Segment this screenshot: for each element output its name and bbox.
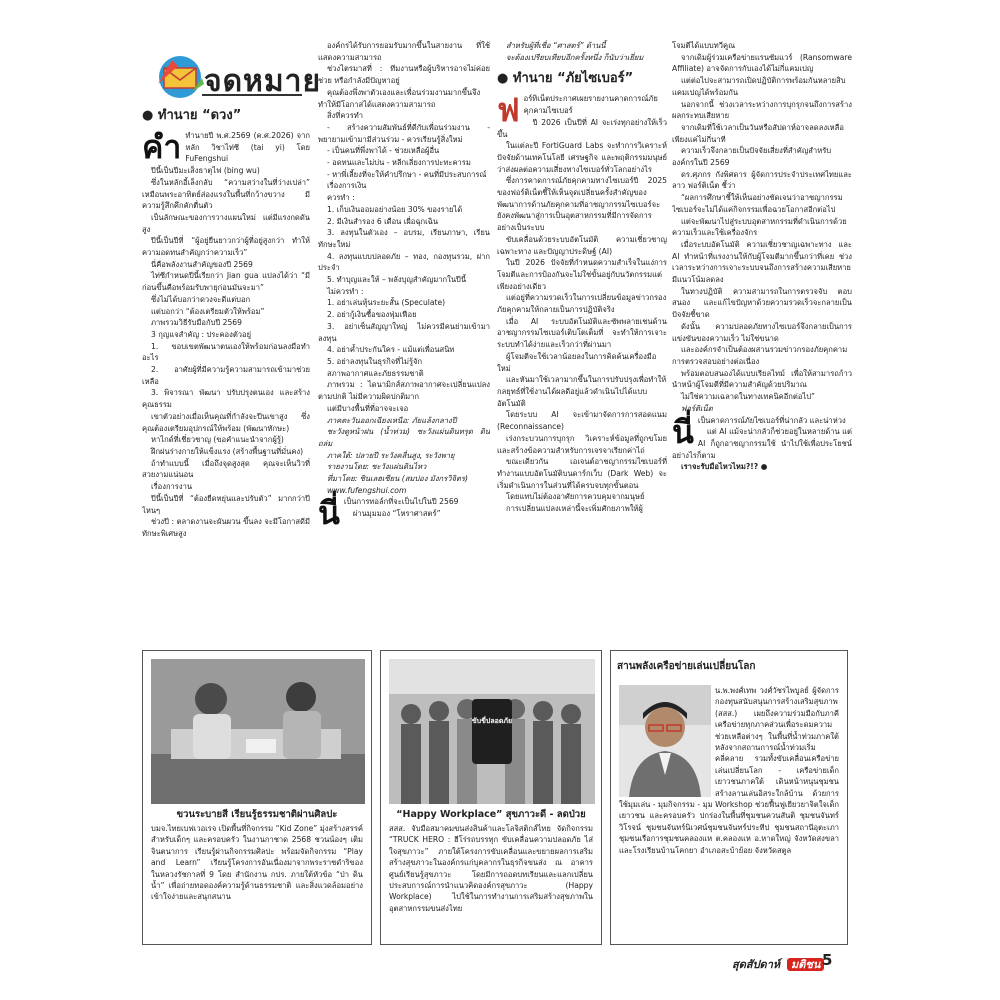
paragraph: ไม่ควรทำ : xyxy=(327,286,364,296)
paragraph: ปีนี้เป็นปีที่ “ผู้อยู่ยืนยาวกว่าผู้ที่อยู่สูงกว่า ทำให้ความอดทนสำคัญกว่าความเร็ว” xyxy=(142,236,310,258)
paragraph: - สร้างความสัมพันธ์ที่ดีกับเพื่อนร่วมงาน - พยายามเข้ามามีส่วนร่วม - ควรเรียนรู้สิ่งใหม่ xyxy=(318,122,490,144)
paragraph: 3. ลงทุนในตัวเอง – อบรม, เรียนภาษา, เรียนทักษะใหม่ xyxy=(318,228,490,249)
page-number: 5 xyxy=(822,951,833,969)
paragraph: สภาพอากาศและภัยธรรมชาติ xyxy=(327,368,424,378)
paragraph: ภาพรวมวิธีรับมือกับปี 2569 xyxy=(151,318,242,328)
portrait-photo xyxy=(619,685,711,797)
paragraph: แต่อยู่ที่ความรวดเร็วในการเปลี่ยนข้อมูลข่าวกรองภัยคุกคามให้กลายเป็นการปฏิบัติจริง xyxy=(497,293,667,315)
group-photo xyxy=(389,659,595,804)
paragraph: - อดทนและไม่บ่น - หลีกเลี่ยงการปะทะคารม xyxy=(327,158,471,168)
paragraph: จะต้องเปรียบเทียบอีกครั้งหนึ่ง ก็นับว่าเยี่ยม xyxy=(506,52,644,62)
paragraph: - หาพี่เลี้ยงที่จะให้คำปรึกษา - คนที่มีประสบการณ์ xyxy=(327,169,487,179)
paragraph: นี่เป็นการทอล์กที่จะเป็นไปในปี 2569 xyxy=(318,494,459,533)
paragraph: ดังนั้น ความปลอดภัยทางไซเบอร์จึงกลายเป็นการแข่งขันของความเร็ว ไม่ใช่ขนาด xyxy=(672,321,852,343)
paragraph: ในแต่ละปี FortiGuard Labs จะทำการวิเคราะห์ปัจจัยด้านเทคโนโลยี เศรษฐกิจ และพฤติกรรมมนุษย์ว่าส่งผลต่อความเสี่ยงทางไซเบอร์ทั่วโลกอย่างไร xyxy=(497,141,667,174)
column-4 xyxy=(672,40,852,640)
cyber-heading: ● ทำนาย “ภัยไซเบอร์” xyxy=(497,71,634,87)
paragraph: สิ่งที่ควรทำ xyxy=(327,111,364,121)
paragraph: เมื่อ AI ระบบอัตโนมัติและซัพพลายเชนด้านอาชญากรรมไซเบอร์เติบโตเต็มที่ จะทำให้การเจาะระบบทำได้ง่ายและเร็วกว่าที่ผ่านมา xyxy=(497,316,667,350)
section-title: จดหมาย xyxy=(204,64,322,99)
paragraph: 4. อย่าค้ำประกันใคร - แม้แต่เพื่อนสนิท xyxy=(327,345,455,355)
paragraph: ภาคตะวันออกเฉียงเหนือ: ภัยแล้งกลางปี xyxy=(327,415,457,425)
paragraph: ผ่านมุมมอง “โหราศาสตร์” xyxy=(352,509,441,519)
dropcap: ฟ xyxy=(497,91,520,130)
paragraph: ขณะเดียวกัน เอเจนต์อาชญากรรมไซเบอร์ที่ทำงานแบบอัตโนมัติบนดาร์กเว็บ (Dark Web) จะเริ่มดำเนินการในส่วนที่ได้ครบจบทุกขั้นตอน xyxy=(497,457,667,490)
safety-sign-text: ขับขี่ปลอดภัย xyxy=(471,717,513,725)
footer-logo: มติชน xyxy=(787,958,824,971)
paragraph: และหันมาใช้เวลามากขึ้นในการปรับปรุงเพื่อทำให้กลยุทธ์ที่ใช้งานได้ผลดีอยู่แล้วดำเนินไปได้แบบอัตโนมัติ xyxy=(497,375,667,408)
paragraph: คำ ทำนายปี พ.ศ.2569 (ค.ศ.2026) จากหลัก วิชาไท่ซี (tai yi) โดย FuFengshui xyxy=(142,128,310,166)
footer-brand-text: สุดสัปดาห์ xyxy=(732,958,781,971)
paragraph: แต่จะพัฒนาไปสู่ระบบอุตสาหกรรมที่ดำเนินการด้วยความเร็วและใช้เครื่องจักร xyxy=(672,216,847,238)
paragraph: และองค์กรจำเป็นต้องผสานรวมข่าวกรองภัยคุกคาม การตรวจสอบอย่างต่อเนื่อง xyxy=(672,345,848,366)
box-title: สานพลังเครือข่ายเล่นเปลี่ยนโลก xyxy=(617,661,756,672)
paragraph: เขาตัวอย่างเมื่อเห็นคุณที่กำลังจะปีนเขาสูง ซึ่งคุณต้องเตรียมอุปกรณ์ให้พร้อม (พัฒนาทักษะ) xyxy=(142,411,310,433)
paragraph: - เป็นคนที่พึ่งพาได้ - ช่วยเหลือผู้อื่น xyxy=(327,146,440,156)
paragraph: เป็นลักษณะของการวางแผนใหม่ แต่มีแรงกดดันสูง xyxy=(142,212,310,234)
paragraph: ช่วงไตรมาสที่ : ทีมงานหรือผู้บริหารอาจไม่ค่อยช่วย หรือกำลังมีปัญหาอยู่ xyxy=(318,64,490,86)
paragraph: ช่วงปี : ตลาดงานจะผันผวน ขึ้นลง จะมีโอกาสดีมีทักษะพิเศษสูง xyxy=(142,517,310,538)
kids-painting-photo xyxy=(151,659,365,804)
box-body: บมจ.ไทยเบฟเวอเรจ เปิดพื้นที่กิจกรรม “Kid Zone” มุ่งสร้างสรรค์สำหรับเด็กๆ และครอบครัว ในงานกาชาด 2568 ชวนน้องๆ เติมจินตนาการ เรียนรู้ผ่านกิจกรรมศิลปะ พร้อมจัดกิจกรรม “Play and Learn” เรียนรู้โครงการอันเนื่องมาจากพระราชดำริของในหลวงรัชกาลที่ 9 โดย สำนักงาน กปร. ภายใต้หัวข้อ “ป่า ดิน น้ำ” เพื่อถ่ายทอดองค์ความรู้ด้านธรรมชาติ และสิ่งแวดล้อมอย่างเข้าใจง่ายและสนุกสนาน xyxy=(151,824,363,902)
paragraph: สำหรับผู้ที่เชื่อ “ศาสตร์” ด้านนี้ xyxy=(506,41,606,50)
paragraph: ซึ่งในหลักอี้เล็งกลับ “ความสว่างในที่ว่างเปล่า” เหมือนพระอาทิตย์ส่องแรงในพื้นที่กว้างขวาง มีความรู้สึกคึกคักตื่นตัว xyxy=(142,177,310,211)
news-box-happy-workplace xyxy=(380,650,602,945)
box-body: สสส. จับมือสมาคมขนส่งสินค้าและโลจิสติกส์ไทย จัดกิจกรรม “TRUCK HERO : ฮีโร่รถบรรทุก ขับเคลื่อนความปลอดภัย ไส่ใจสุขภาวะ” ภายใต้โครงการขับเคลื่อนและขยายผลการเสริมสร้างสุขภาวะในองค์กรแก่บุคลากรในธุรกิจขนส่ง ณ อาคารศูนย์เรียนรู้สุขภาวะ โดยมีการถอดบทเรียนและแลกเปลี่ยนประสบการณ์การนำแนวคิดองค์กรสุขภาวะ (Happy Workplace) ไปใช้ในการทำงานการเสริมสร้างสุขภาพในอุตสาหกรรมขนส่งไทย xyxy=(389,824,593,913)
paragraph: ถ้าทำแบบนี้ เมื่อถึงจุดสูงสุด คุณจะเห็นวิวที่สวยงามแน่นอน xyxy=(142,458,310,480)
paragraph: ไม่ใช่ความเฉลาดในทางเทคนิคอีกต่อไป” xyxy=(681,392,815,402)
column-2 xyxy=(318,40,490,640)
paragraph: “ผลการศึกษาชี้ให้เห็นอย่างชัดเจนว่าอาชญากรรมไซเบอร์จะไม่ได้แค่กิจกรรมเพื่อฉวยโอกาสอีกต่อไป xyxy=(672,193,843,214)
paragraph: โจมตีได้แบบทวีคูณ xyxy=(672,41,736,50)
paragraph: ภาพรวม : ไดนามิกส์สภาพอากาศจะเปลี่ยนแปลงตามปกติ ไม่มีความผิดปกติมาก xyxy=(318,380,490,402)
paragraph: 2. อย่ากู้เงินซื้อของฟุ่มเฟือย xyxy=(327,310,417,320)
paragraph: ดร.ศุภกร กังพิศดาร ผู้จัดการประจำประเทศไทยและลาว ฟอร์ติเน็ต ชี้ว่า xyxy=(672,169,852,191)
paragraph: คุณต้องพึ่งพาตัวเองและเพื่อนร่วมงานมากขึ้นจึงทำให้มีโอกาสได้แสดงความสามารถ xyxy=(318,87,481,109)
paragraph: ภาคใต้: ปลายปี ระวังคลื่นสูง, ระวังพายุ xyxy=(327,450,455,460)
paragraph: ฟอร์ติเน็ต xyxy=(681,403,713,413)
paragraph: พร้อมตอบสนองได้แบบเรียลไทม์ เพื่อให้สามารถก้าวนำหน้าผู้โจมตีที่มีความสำคัญด้วยปริมาณ xyxy=(672,368,852,390)
paragraph: 1. ขอบเขตพัฒนาตนเองให้พร้อมก่อนลงมือทำอะไร xyxy=(142,341,310,363)
paragraph: 5. อย่าลงทุนในธุรกิจที่ไม่รู้จัก xyxy=(327,356,423,366)
paragraph: รายงานโดย: ชะวังแผ่นดินไหว xyxy=(327,462,427,472)
paragraph: ปีนี้เป็นปีมะเส็งธาตุไฟ (bing wu) xyxy=(151,166,260,176)
paragraph: จากเดิมผู้ร่วมเครือข่ายแรนซัมแวร์ (Ransomware Affiliate) อาจจัดการกับเองได้ไม่กี่แคมเปญ xyxy=(672,52,852,74)
horoscope-heading: ● ทำนาย “ดวง” xyxy=(142,108,242,123)
paragraph: ฟอร์ทิเน็ตประกาศเผยรายงานคาดการณ์ภัยคุกคามไซเบอร์ xyxy=(497,91,658,130)
paragraph: 1. อย่าเล่นหุ้นระยะสั้น (Speculate) xyxy=(327,298,446,308)
dropcap: คำ xyxy=(142,128,182,166)
paragraph: ความเร็วจึงกลายเป็นปัจจัยเสี่ยงที่สำคัญสำหรับองค์กรในปี 2569 xyxy=(672,146,832,168)
paragraph: โดยระบบ AI จะเข้ามาจัดการการสอดแนม (Reconnaissance) xyxy=(497,410,667,432)
paragraph: แต่มีบางพื้นที่ที่อาจจะเจอ xyxy=(327,403,409,413)
paragraph: 1. เก็บเงินออมอย่างน้อย 30% ของรายได้ xyxy=(327,204,463,214)
paragraph: ควรทำ : xyxy=(327,193,355,203)
paragraph: เมื่อระบบอัตโนมัติ ความเชี่ยวชาญเฉพาะทาง และ AI ทำหน้าที่แรงงานให้กับผู้โจมตีมากขึ้นกว่าที่เคย ช่วงเวลาระหว่างการเจาะระบบจนถึงการสร้างความเสียหายมีแนวโน้มลดลง xyxy=(672,239,852,285)
paragraph: 5. ทำบุญและให้ – พลังบุญสำคัญมากในปีนี้ xyxy=(327,275,467,285)
paragraph: โดยแทบไม่ต้องอาศัยการควบคุมจากมนุษย์ xyxy=(506,492,645,502)
paragraph: แต่ต่อไปจะสามารถเปิดปฏิบัติการพร้อมกันหลายสิบแคมเปญได้พร้อมกัน xyxy=(672,76,846,97)
column-3 xyxy=(497,40,667,640)
column-1 xyxy=(142,100,310,640)
paragraph: 2. มีเงินสำรอง 6 เดือน เผื่อฉุกเฉิน xyxy=(327,216,439,226)
paragraph: 3 กุญแจสำคัญ : ประคองตัวอยู่ xyxy=(151,329,252,339)
paragraph: ที่มาโดย: ชินเลฮเซียน (สมปอง มังกรวิจิตร) xyxy=(327,474,468,484)
paragraph: องค์กรได้รับการยอมรับมากขึ้นในสายงาน ที่ใช้แสดงความสามารถ xyxy=(318,41,490,62)
paragraph: ไท่ซีกำหนดปีนี้เรียกว่า Jian gua แปลงได้ว่า “มีก่อนขึ้นคือพร้อมรับพายุก่อนมันจะมา” xyxy=(142,271,310,293)
paragraph: ในปี 2026 ปัจจัยที่กำหนดความสำเร็จในแง่การโจมตีและการป้องกันจะไม่ใช่ขั้นอยู่กับนวัตกรรมแต่เพียงอย่างเดียว xyxy=(497,258,667,291)
portrait-wrap xyxy=(619,685,715,797)
paragraph: ในทางปฏิบัติ ความสามารถในการตรวจจับ ตอบสนอง และแก้ไขปัญหาด้วยความรวดเร็วจะกลายเป็นปัจจัยชี้ขาด xyxy=(672,286,852,320)
paragraph: เราจะรับมือไหวไหม?!? ● xyxy=(681,462,768,472)
paragraph: ซึ่งไม่ได้บอกว่าดวงจะดีแต่บอก xyxy=(151,294,251,304)
news-box-play-network xyxy=(610,650,848,945)
paragraph: ปีนี้เป็นปีที่ “ต้องยืดหยุ่นและปรับตัว” มากกว่าปีไหนๆ xyxy=(142,493,310,515)
paragraph: เรื่องการงาน xyxy=(151,482,193,492)
paragraph: 4. ลงทุนแบบปลอดภัย – ทอง, กองทุนรวม, ฝากประจำ xyxy=(318,251,490,273)
paragraph: แต่บอกว่า “ต้องเตรียมตัวให้พร้อม” xyxy=(151,306,265,316)
paragraph: 2. อาศัยผู้ที่มีความรู้ความสามารถเข้ามาช่วยเหลือ xyxy=(142,365,310,386)
paragraph: นี่คือพลังงานสำคัญของปี 2569 xyxy=(151,259,253,269)
paragraph: จากเดิมที่ใช้เวลาเป็นวันหรือสัปดาห์อาจลดลงเหลือเพียงแค่ไม่กี่นาที xyxy=(672,122,844,144)
paragraph: นี่เป็นคาดการณ์ภัยไซเบอร์ที่น่ากลัว และน่าห่วง xyxy=(672,412,846,451)
paragraph: ชะวังดูหน้าฝน (น้ำท่วม) ชะวังแผ่นดินทรุด ดินถล่ม xyxy=(318,427,490,448)
paragraph: 3. อย่าเซ็นสัญญาใหญ่ ไม่ควรมีคนย่ามเข้ามาลงทุน xyxy=(318,321,490,343)
paragraph: ฝึกฝนร่างกายให้แข็งแรง (สร้างพื้นฐานที่มั่นคง) xyxy=(151,446,304,456)
dropcap: นี่ xyxy=(672,412,694,451)
box-text: น.พ.พงศ์เทพ วงศ์วัชรไพบูลย์ ผู้จัดการกองทุนสนับสนุนการสร้างเสริมสุขภาพ (สสส.) เผยถึงความร่วมมือกับภาคีเครือข่ายทุกภาคส่วนเพื่อระดมความช่วยเหลือต่างๆ ในพื้นที่น้ำท่วมภาคใต้ หลังจากสถานการณ์น้ำท่วมเริ่มคลี่คลาย รวมทั้งขับเคลื่อนเครือข่ายเล่นเปลี่ยนโลก - เครือข่ายเด็ก เยาวชนภาคใต้ เดินหน้าหนุนชุมชนสร้างลานเล่นอิสระใกล้บ้าน ด้วยการใช้มุมเล่น - มุมกิจกรรม - มุม Workshop ช่วยฟื้นฟูเยียวยาจิตใจเด็ก เยาวชน และครอบครัว ปกร่องในพื้นที่ชุมชนควนสันติ ชุมชนจันทร์วิโรจน์ ชุมชนจันทร์นิเวศน์ชุมชนจันทร์ประทีป ชุมชนสถานีอุตะเภา ชุมชนเรือการชุมชนคลองแห ต.คลองแห อ.หาดใหญ่ จังหวัดสงขลา และโรงเรียนบ้านโคกยา อำเภอสะบ้าย้อย จังหวัดสตูล xyxy=(619,686,839,855)
paragraph: 3. พิจารณา พัฒนา ปรับปรุงตนเอง และสร้างคุณธรรม xyxy=(142,388,310,410)
paragraph: เรื่องการเงิน xyxy=(327,181,367,191)
paragraph: นอกจากนี้ ช่วงเวลาระหว่างการบุกรุกจนถึงการสร้างผลกระทบเสียหาย xyxy=(672,99,852,121)
paragraph: ขับเคลื่อนด้วยระบบอัตโนมัติ ความเชี่ยวชาญเฉพาะทาง และปัญญาประดิษฐ์ (AI) xyxy=(497,234,667,256)
paragraph: แต่ AI แม้จะน่ากลัวก็ช่วยอยู่ในหลายด้าน แต่ AI ก็ถูกอาชญากรรมใช้ นำไปใช้เพื่อประโยชน์อย่างไรก็ตาม xyxy=(672,427,852,460)
box-title: ขวนระบายสี เรียนรู้ธรรมชาติผ่านศิลปะ xyxy=(176,809,338,820)
dropcap: นี่ xyxy=(318,494,340,533)
paragraph: การเปลี่ยนแปลงเหล่านี้จะเพิ่มศักยภาพให้ผู้ xyxy=(506,504,643,514)
box-body xyxy=(619,685,839,856)
footer-brand xyxy=(732,955,824,973)
paragraph: เร่งกระบวนการบุกรุก วิเคราะห์ข้อมูลที่ถูกขโมยและสร้างข้อความสำหรับการเจรจาเรียกค่าไถ่ xyxy=(497,433,667,455)
paragraph: ผู้โจมตีจะใช้เวลาน้อยลงในการคิดค้นเครื่องมือใหม่ xyxy=(497,351,657,373)
source-link: www.fufengshui.com xyxy=(327,485,407,495)
news-box-kid-zone xyxy=(142,650,372,945)
paragraph: ปี 2026 เป็นปีที่ AI จะเร่งทุกอย่างให้เร็วขึ้น xyxy=(497,117,667,139)
paragraph: หาไกด์ที่เชี่ยวชาญ (ขอคำแนะนำจากผู้รู้) xyxy=(151,435,284,445)
box-title: “Happy Workplace” สุขภาวะดี - ลดป่วย xyxy=(396,809,586,820)
paragraph: ซึ่งการคาดการณ์ภัยคุกคามทางไซเบอร์ปี 2025 ของฟอร์ติเน็ตชี้ให้เห็นจุดเปลี่ยนครั้งสำคัญของพัฒนาการด้านภัยคุกคามที่อาชญากรรมไซเบอร์จะยังคงพัฒนาสู่การเป็นอุตสาหกรรมที่มีการจัดการอย่างเป็นระบบ xyxy=(497,176,667,233)
